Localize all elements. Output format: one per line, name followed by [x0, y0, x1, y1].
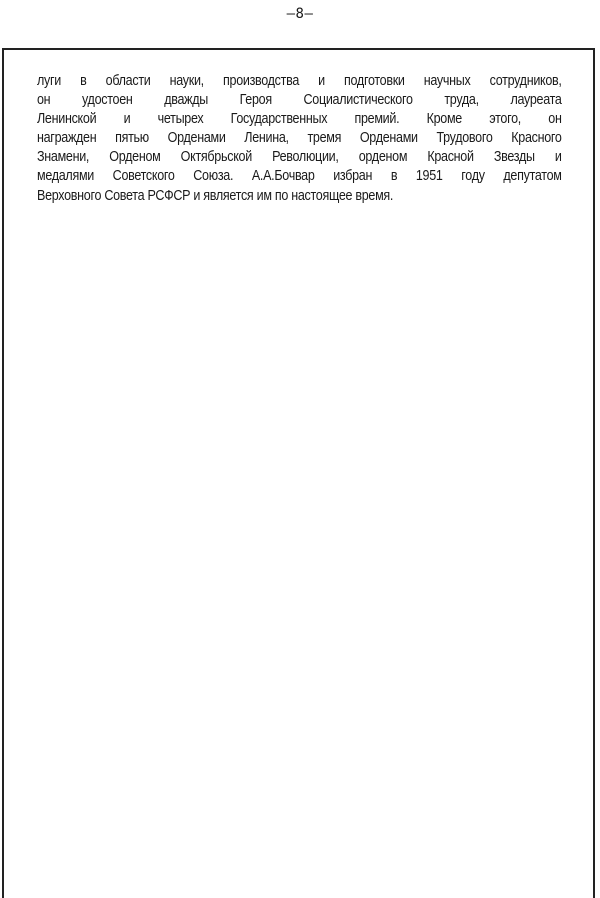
- text-line: медалями Советского Союза. А.А.Бочвар избран в 1951 году депутатом: [37, 168, 562, 185]
- text-line: луги в области науки, производства и подготовки научных сотрудников,: [37, 73, 562, 89]
- text-line: Верховного Совета РСФСР и является им по настоящее время.: [37, 187, 394, 204]
- page-number: —8—: [286, 6, 314, 22]
- body-paragraph: [37, 72, 562, 206]
- text-line: он удостоен дважды Героя Социалистического труда, лауреата: [37, 92, 562, 109]
- text-line: награжден пятью Орденами Ленина, тремя Орденами Трудового Красного: [37, 130, 562, 147]
- text-line: Знамени, Орденом Октябрьской Революции, орденом Красной Звезды и: [37, 149, 562, 166]
- text-line: Ленинской и четырех Государственных премий. Кроме этого, он: [37, 111, 562, 128]
